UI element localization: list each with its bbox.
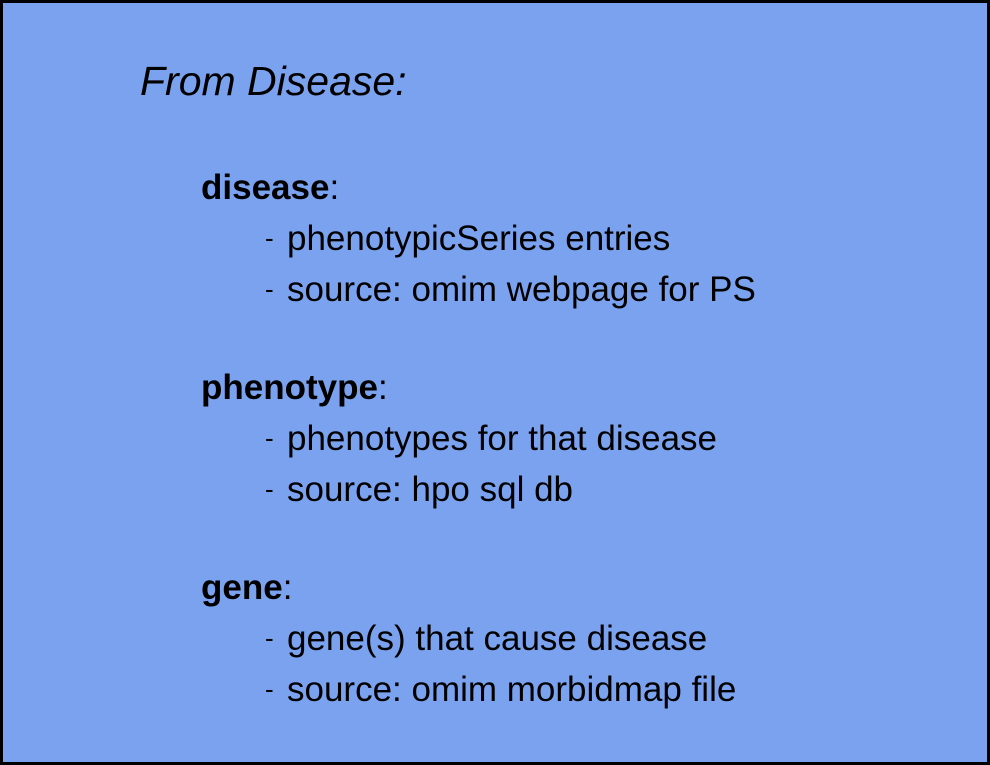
section-heading: [201, 163, 756, 213]
section-name: gene: [201, 568, 283, 607]
bullet-item: [201, 213, 756, 264]
heading-colon: :: [377, 368, 388, 407]
slide-title: From Disease:: [140, 58, 407, 104]
bullet-item: [201, 613, 736, 664]
bullet-dash: -: [265, 623, 274, 653]
bullet-text: phenotypicSeries entries: [287, 219, 671, 258]
bullet-item: [201, 664, 736, 715]
section-name: phenotype: [201, 368, 378, 407]
bullet-text: gene(s) that cause disease: [287, 619, 708, 658]
section-gene: [201, 563, 736, 715]
bullet-dash: -: [265, 674, 274, 704]
section-heading: [201, 563, 736, 613]
bullet-dash: -: [265, 423, 274, 453]
bullet-dash: -: [265, 274, 274, 304]
bullet-text: source: omim morbidmap file: [287, 670, 737, 709]
section-phenotype: [201, 363, 717, 515]
bullet-item: [201, 464, 717, 515]
heading-colon: :: [282, 568, 293, 607]
section-disease: [201, 163, 756, 315]
bullet-dash: -: [265, 474, 274, 504]
bullet-item: [201, 413, 717, 464]
bullet-text: source: omim webpage for PS: [287, 270, 756, 309]
section-name: disease: [201, 168, 330, 207]
bullet-dash: -: [265, 223, 274, 253]
bullet-text: source: hpo sql db: [287, 470, 574, 509]
bullet-text: phenotypes for that disease: [287, 419, 718, 458]
bullet-item: [201, 264, 756, 315]
heading-colon: :: [329, 168, 340, 207]
section-heading: [201, 363, 717, 413]
